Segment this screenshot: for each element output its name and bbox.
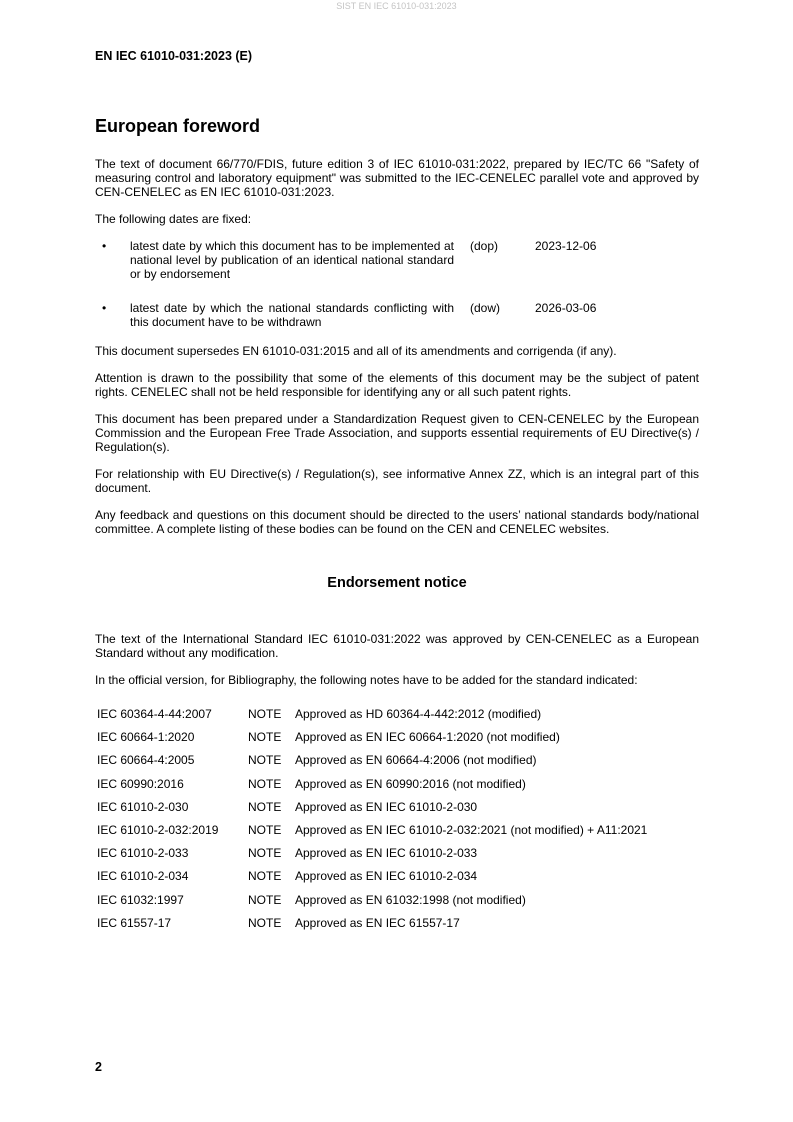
date-description: latest date by which the national standards conflicting with this document have to be withdrawn xyxy=(130,301,454,329)
date-row-dow xyxy=(95,301,699,329)
note-text: Approved as EN IEC 61010-2-032:2021 (not modified) + A11:2021 xyxy=(295,822,648,837)
note-label: NOTE xyxy=(248,892,282,907)
note-text: Approved as EN IEC 61010-2-030 xyxy=(295,799,478,814)
note-row xyxy=(97,777,699,800)
note-row xyxy=(97,869,699,892)
bullet: • xyxy=(102,239,107,253)
note-text: Approved as EN 60990:2016 (not modified) xyxy=(295,776,526,791)
date-row-dop xyxy=(95,239,699,281)
note-label: NOTE xyxy=(248,915,282,930)
note-text: Approved as EN 60664-4:2006 (not modified) xyxy=(295,753,537,768)
note-label: NOTE xyxy=(248,753,282,768)
page-number: 2 xyxy=(95,1060,102,1074)
note-label: NOTE xyxy=(248,869,282,884)
note-standard: IEC 61010-2-032:2019 xyxy=(97,822,219,837)
foreword-paragraph-3: Attention is drawn to the possibility that some of the elements of this document may be the subject of patent rights. CENELEC shall not be held responsible for identifying any or all such patent rights. xyxy=(95,371,699,399)
endorsement-paragraph-2: In the official version, for Bibliography, the following notes have to be added for the standard indicated: xyxy=(95,673,638,687)
note-row xyxy=(97,916,699,939)
note-standard: IEC 60664-1:2020 xyxy=(97,730,195,745)
foreword-title: European foreword xyxy=(95,116,261,136)
note-standard: IEC 61010-2-030 xyxy=(97,799,189,814)
dates-list xyxy=(95,239,699,329)
date-code: (dow) xyxy=(470,301,501,315)
note-row xyxy=(97,800,699,823)
note-standard: IEC 61032:1997 xyxy=(97,892,184,907)
page-content xyxy=(95,115,699,939)
note-standard: IEC 60990:2016 xyxy=(97,776,184,791)
note-label: NOTE xyxy=(248,799,282,814)
note-text: Approved as HD 60364-4-442:2012 (modified) xyxy=(295,707,542,721)
note-text: Approved as EN IEC 61010-2-034 xyxy=(295,869,478,884)
note-label: NOTE xyxy=(248,776,282,791)
note-standard: IEC 60664-4:2005 xyxy=(97,753,195,768)
note-row xyxy=(97,893,699,916)
note-label: NOTE xyxy=(248,846,282,861)
note-text: Approved as EN 61032:1998 (not modified) xyxy=(295,892,526,907)
foreword-paragraph-1: The text of document 66/770/FDIS, future edition 3 of IEC 61010-031:2022, prepared by IEC/TC 66 "Safety of measuring control and laboratory equipment" was submitted to the IEC-CENELEC parallel vote and approved by CEN-CENELEC as EN IEC 61010-031:2023. xyxy=(95,157,699,199)
notes-table xyxy=(97,707,699,939)
note-row xyxy=(97,846,699,869)
foreword-paragraph-5: For relationship with EU Directive(s) / Regulation(s), see informative Annex ZZ, which is an integral part of this document. xyxy=(95,467,699,495)
note-text: Approved as EN IEC 61010-2-033 xyxy=(295,846,478,861)
watermark: SIST EN IEC 61010-031:2023 xyxy=(336,1,457,11)
note-text: Approved as EN IEC 60664-1:2020 (not modified) xyxy=(295,730,560,745)
note-row xyxy=(97,753,699,776)
dates-intro: The following dates are fixed: xyxy=(95,212,252,226)
note-row xyxy=(97,823,699,846)
note-label: NOTE xyxy=(248,707,282,721)
endorsement-paragraph-1: The text of the International Standard IEC 61010-031:2022 was approved by CEN-CENELEC as a European Standard without any modification. xyxy=(95,632,699,660)
endorsement-title: Endorsement notice xyxy=(327,575,467,591)
date-value: 2026-03-06 xyxy=(535,301,597,315)
foreword-paragraph-2: This document supersedes EN 61010-031:2015 and all of its amendments and corrigenda (if any). xyxy=(95,344,617,358)
foreword-paragraph-6: Any feedback and questions on this document should be directed to the users’ national standards body/national committee. A complete listing of these bodies can be found on the CEN and CENELEC websites. xyxy=(95,508,699,536)
document-id: EN IEC 61010-031:2023 (E) xyxy=(95,49,253,63)
note-standard: IEC 61010-2-034 xyxy=(97,869,189,884)
note-row xyxy=(97,707,699,730)
date-description: latest date by which this document has to be implemented at national level by publication of an identical national standard or by endorsement xyxy=(130,239,454,281)
note-label: NOTE xyxy=(248,730,282,745)
note-standard: IEC 60364-4-44:2007 xyxy=(97,707,212,721)
note-label: NOTE xyxy=(248,822,282,837)
bullet: • xyxy=(102,301,107,315)
date-code: (dop) xyxy=(470,239,499,253)
foreword-paragraph-4: This document has been prepared under a Standardization Request given to CEN-CENELEC by the European Commission and the European Free Trade Association, and supports essential requirements of EU Directive(s) / Regulation(s). xyxy=(95,412,699,454)
note-row xyxy=(97,730,699,753)
note-standard: IEC 61010-2-033 xyxy=(97,846,189,861)
date-value: 2023-12-06 xyxy=(535,239,597,253)
note-standard: IEC 61557-17 xyxy=(97,915,172,930)
note-text: Approved as EN IEC 61557-17 xyxy=(295,915,460,930)
